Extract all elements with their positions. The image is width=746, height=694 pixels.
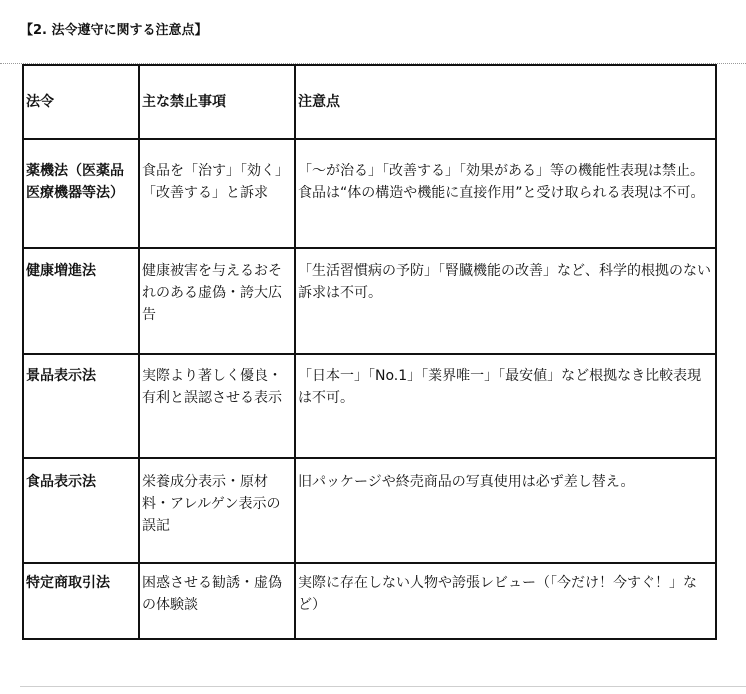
prohibited-cell: 健康被害を与えるおそれのある虚偽・誇大広告	[139, 248, 295, 354]
notes-cell: 「日本一」「No.1」「業界唯一」「最安値」など根拠なき比較表現は不可。	[295, 354, 716, 458]
header-prohibited: 主な禁止事項	[139, 65, 295, 139]
table-row	[23, 354, 716, 458]
law-name-cell: 健康増進法	[23, 248, 139, 354]
notes-cell: 「〜が治る」「改善する」「効果がある」等の機能性表現は禁止。食品は“体の構造や機能に直接作用”と受け取られる表現は不可。	[295, 139, 716, 248]
law-name-cell: 特定商取引法	[23, 563, 139, 639]
table-row	[23, 563, 716, 639]
law-name-cell: 食品表示法	[23, 458, 139, 563]
prohibited-cell: 食品を「治す」「効く」「改善する」と訴求	[139, 139, 295, 248]
notes-cell: 「生活習慣病の予防」「腎臓機能の改善」など、科学的根拠のない訴求は不可。	[295, 248, 716, 354]
bottom-divider	[20, 686, 746, 687]
law-name-cell: 薬機法（医薬品医療機器等法）	[23, 139, 139, 248]
prohibited-cell: 栄養成分表示・原材料・アレルゲン表示の誤記	[139, 458, 295, 563]
prohibited-cell: 実際より著しく優良・有利と誤認させる表示	[139, 354, 295, 458]
prohibited-cell: 困惑させる勧誘・虚偽の体験談	[139, 563, 295, 639]
section-heading: 【2. 法令遵守に関する注意点】	[20, 23, 208, 38]
table-row	[23, 458, 716, 563]
table-header-row	[23, 65, 716, 139]
notes-cell: 実際に存在しない人物や誇張レビュー（「今だけ！今すぐ！」など）	[295, 563, 716, 639]
law-name-cell: 景品表示法	[23, 354, 139, 458]
table-row	[23, 139, 716, 248]
notes-cell: 旧パッケージや終売商品の写真使用は必ず差し替え。	[295, 458, 716, 563]
table-row	[23, 248, 716, 354]
header-law: 法令	[23, 65, 139, 139]
header-notes: 注意点	[295, 65, 716, 139]
law-compliance-table	[22, 64, 717, 640]
